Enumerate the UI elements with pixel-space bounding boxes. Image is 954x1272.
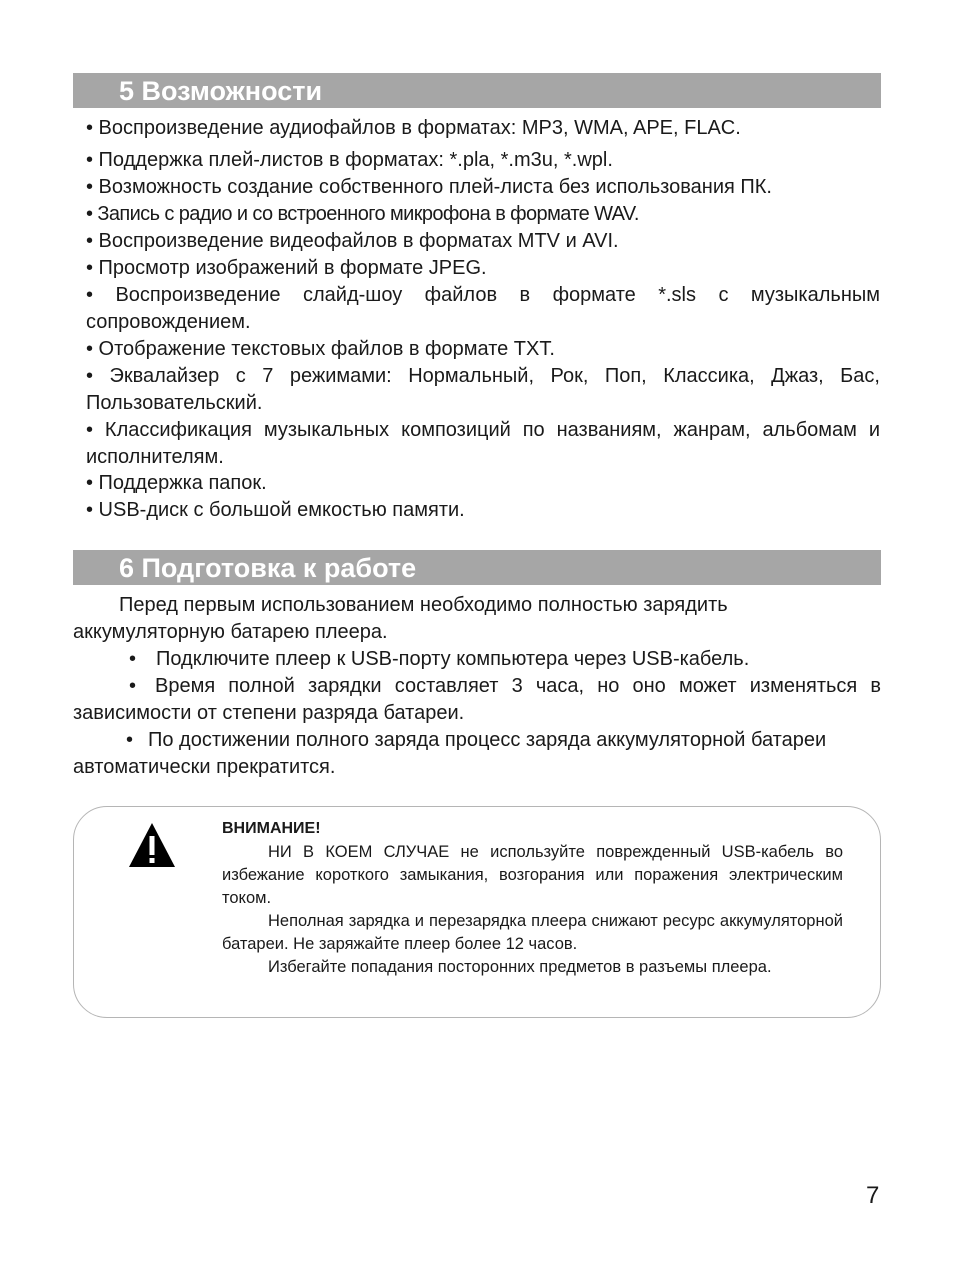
bullet-text: Время полной зарядки составляет 3 часа, но оно может изменяться в зависимости от степени разряда батареи. xyxy=(73,675,881,724)
feature-item: • Воспроизведение видеофайлов в форматах MTV и AVI. xyxy=(86,230,619,252)
bullet-marker: • xyxy=(125,729,133,751)
feature-item: • Просмотр изображений в формате JPEG. xyxy=(86,257,487,279)
warning-paragraph: НИ В КОЕМ СЛУЧАЕ не используйте поврежденный USB-кабель во избежание короткого замыкания, возгорания или поражения электрическим током. xyxy=(222,843,843,907)
bullet-text: По достижении полного заряда процесс заряда аккумуляторной батареи автоматически прекратится. xyxy=(73,729,827,778)
feature-item: • Отображение текстовых файлов в формате TXT. xyxy=(86,338,555,360)
feature-item: • Эквалайзер с 7 режимами: Нормальный, Рок, Поп, Классика, Джаз, Бас, Пользовательский. xyxy=(86,365,880,414)
section-6-heading: 6 Подготовка к работе xyxy=(73,550,881,585)
bullet-marker: • xyxy=(128,675,136,697)
preparation-intro: Перед первым использованием необходимо полностью зарядить аккумуляторную батарею плеера. xyxy=(73,594,728,643)
feature-item: • Классификация музыкальных композиций по названиям, жанрам, альбомам и исполнителям. xyxy=(86,419,880,468)
feature-item: • USB-диск с большой емкостью памяти. xyxy=(86,499,465,521)
feature-item: • Воспроизведение слайд-шоу файлов в формате *.sls с музыкальным сопровождением. xyxy=(86,284,880,333)
preparation-bullet xyxy=(73,673,881,727)
preparation-bullet xyxy=(73,646,881,673)
feature-item: • Возможность создание собственного плей-листа без использования ПК. xyxy=(86,176,772,198)
warning-paragraph: Избегайте попадания посторонних предметов в разъемы плеера. xyxy=(268,958,772,976)
bullet-marker: • xyxy=(128,648,136,670)
warning-paragraph: Неполная зарядка и перезарядка плеера снижают ресурс аккумуляторной батареи. Не заряжайте плеер более 12 часов. xyxy=(222,912,843,953)
section-5-heading: 5 Возможности xyxy=(73,73,881,108)
feature-item: • Поддержка папок. xyxy=(86,472,267,494)
feature-item: • Воспроизведение аудиофайлов в форматах: MP3, WMA, APE, FLAC. xyxy=(86,117,741,139)
warning-triangle-icon xyxy=(128,822,176,868)
feature-item: • Запись с радио и со встроенного микрофона в формате WAV. xyxy=(86,203,639,225)
warning-title: ВНИМАНИЕ! xyxy=(222,820,321,837)
page-number: 7 xyxy=(866,1182,880,1209)
feature-item: • Поддержка плей-листов в форматах: *.pla, *.m3u, *.wpl. xyxy=(86,149,613,171)
bullet-text: Подключите плеер к USB-порту компьютера через USB-кабель. xyxy=(156,648,750,670)
preparation-bullet xyxy=(73,727,881,781)
